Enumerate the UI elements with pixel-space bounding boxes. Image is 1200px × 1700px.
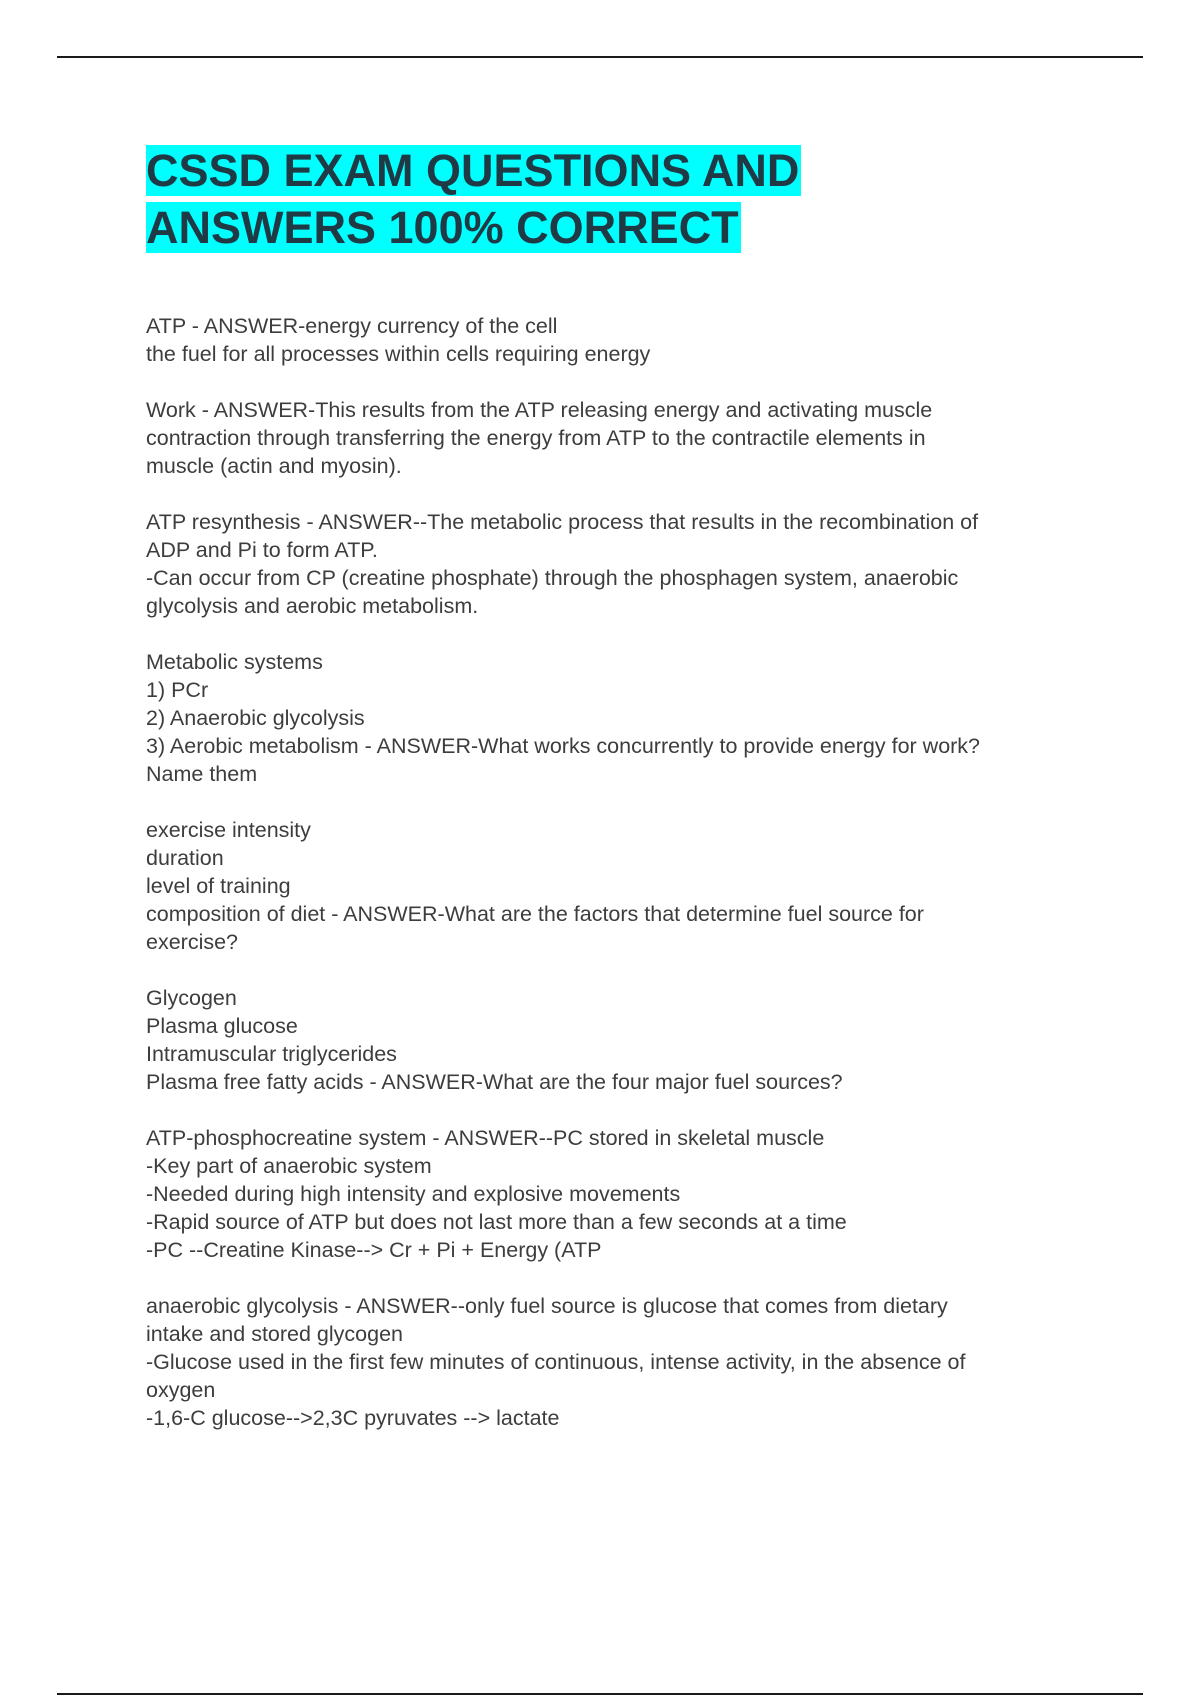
qa-line: glycolysis and aerobic metabolism.	[146, 594, 479, 618]
qa-line: anaerobic glycolysis - ANSWER--only fuel source is glucose that comes from dietary	[146, 1294, 948, 1318]
qa-entry-atp-pc-system	[146, 1124, 1106, 1264]
qa-entry-fuel-factors	[146, 816, 1106, 956]
qa-entry-anaerobic-glycolysis	[146, 1292, 1106, 1432]
qa-line: muscle (actin and myosin).	[146, 454, 402, 478]
qa-line: intake and stored glycogen	[146, 1322, 403, 1346]
title-line-2: ANSWERS 100% CORRECT	[146, 202, 739, 253]
qa-line: ATP-phosphocreatine system - ANSWER--PC stored in skeletal muscle	[146, 1126, 825, 1150]
qa-line: ATP - ANSWER-energy currency of the cell	[146, 314, 558, 338]
qa-entry-metabolic-systems	[146, 648, 1106, 788]
qa-line: -PC --Creatine Kinase--> Cr + Pi + Energy (ATP	[146, 1238, 602, 1262]
qa-line: level of training	[146, 874, 291, 898]
qa-line: -Needed during high intensity and explosive movements	[146, 1182, 681, 1206]
qa-line: composition of diet - ANSWER-What are the factors that determine fuel source for	[146, 902, 924, 926]
qa-entry-fuel-sources	[146, 984, 1106, 1096]
qa-line: Intramuscular triglycerides	[146, 1042, 397, 1066]
qa-line: duration	[146, 846, 224, 870]
qa-entry-work	[146, 396, 1106, 480]
qa-line: Work - ANSWER-This results from the ATP releasing energy and activating muscle	[146, 398, 933, 422]
qa-entry-atp	[146, 312, 1106, 368]
qa-line: the fuel for all processes within cells requiring energy	[146, 342, 651, 366]
qa-line: Plasma free fatty acids - ANSWER-What are the four major fuel sources?	[146, 1070, 843, 1094]
qa-line: 2) Anaerobic glycolysis	[146, 706, 365, 730]
qa-line: ADP and Pi to form ATP.	[146, 538, 378, 562]
qa-entry-atp-resynthesis	[146, 508, 1106, 620]
title-line-1: CSSD EXAM QUESTIONS AND	[146, 145, 800, 196]
qa-line: oxygen	[146, 1378, 216, 1402]
qa-line: 1) PCr	[146, 678, 209, 702]
qa-line: -Rapid source of ATP but does not last more than a few seconds at a time	[146, 1210, 847, 1234]
qa-line: Name them	[146, 762, 258, 786]
qa-line: Glycogen	[146, 986, 237, 1010]
qa-line: ATP resynthesis - ANSWER--The metabolic process that results in the recombination of	[146, 510, 979, 534]
qa-line: -1,6-C glucose-->2,3C pyruvates --> lactate	[146, 1406, 560, 1430]
qa-line: exercise?	[146, 930, 239, 954]
qa-line: contraction through transferring the energy from ATP to the contractile elements in	[146, 426, 926, 450]
qa-line: exercise intensity	[146, 818, 311, 842]
header-divider	[57, 56, 1143, 58]
qa-line: -Key part of anaerobic system	[146, 1154, 432, 1178]
qa-line: Metabolic systems	[146, 650, 323, 674]
qa-line: -Glucose used in the first few minutes of continuous, intense activity, in the absence of	[146, 1350, 966, 1374]
qa-line: 3) Aerobic metabolism - ANSWER-What works concurrently to provide energy for work?	[146, 734, 981, 758]
document-title	[146, 142, 1106, 256]
qa-content	[146, 312, 1106, 1460]
qa-line: Plasma glucose	[146, 1014, 298, 1038]
qa-line: -Can occur from CP (creatine phosphate) through the phosphagen system, anaerobic	[146, 566, 959, 590]
footer-divider	[57, 1693, 1143, 1695]
